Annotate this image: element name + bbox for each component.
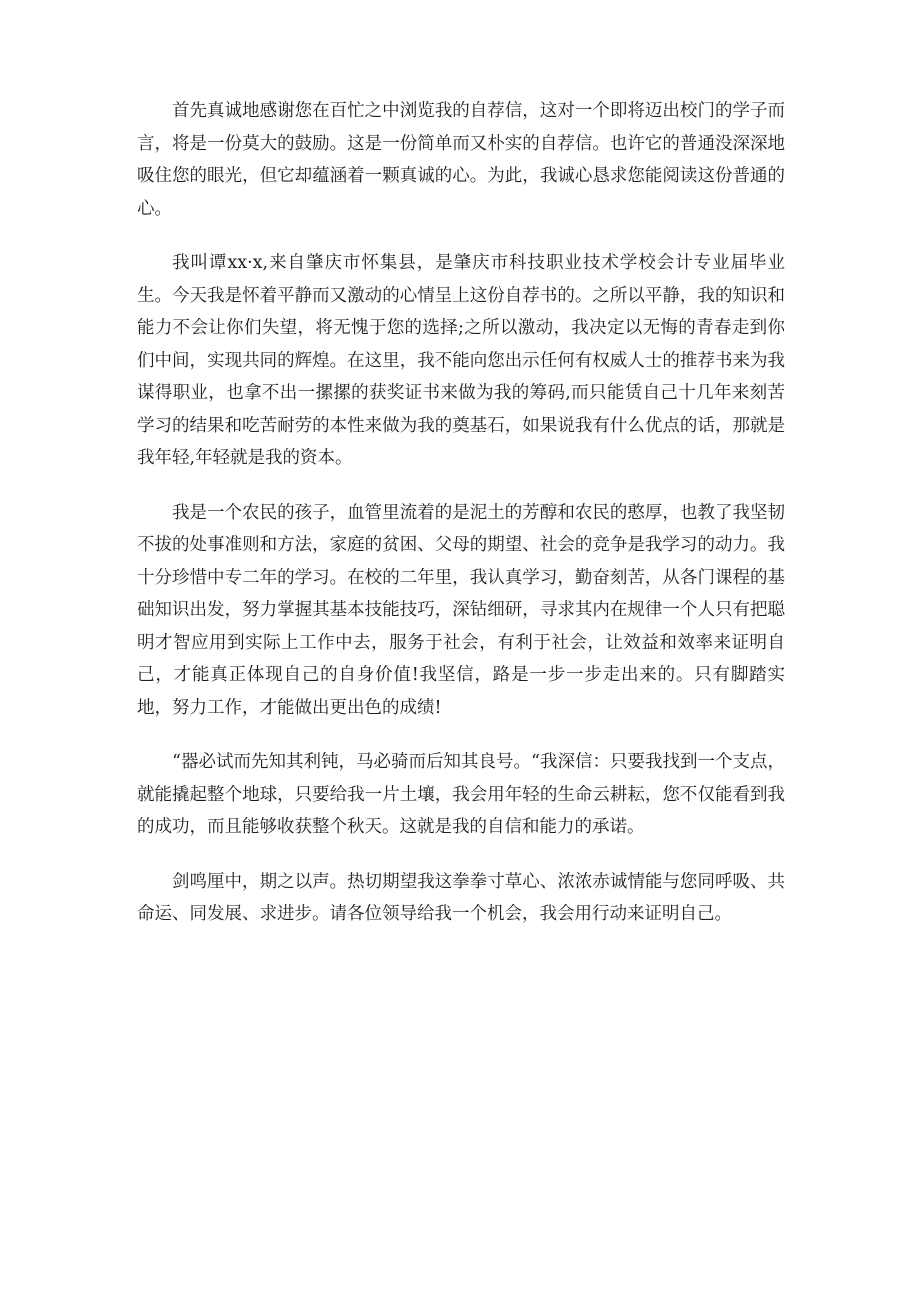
paragraph-closing: 剑鸣厘中，期之以声。热切期望我这拳拳寸草心、浓浓赤诚情能与您同呼吸、共命运、同发展、求进步。请各位领导给我一个机会，我会用行动来证明自己。 [137, 871, 785, 924]
paragraph-conviction: “器必试而先知其利钝，马必骑而后知其良号。“我深信：只要我找到一个支点，就能撬起整个地球，只要给我一片土壤，我会用年轻的生命云耕耘，您不仅能看到我的成功，而且能够收获整个秋天。这就是我的自信和能力的承诺。 [137, 752, 785, 837]
paragraph-gratitude: 首先真诚地感谢您在百忙之中浏览我的自荐信，这对一个即将迈出校门的学子而言，将是一份莫大的鼓励。这是一份简单而又朴实的自荐信。也许它的普通没深深地吸住您的眼光，但它却蕴涵着一颗真诚的心。为此，我诚心恳求您能阅读这份普通的心。 [137, 101, 785, 219]
document-body [137, 95, 785, 953]
paragraph-introduction: 我叫谭xx·x,来自肇庆市怀集县，是肇庆市科技职业技术学校会计专业届毕业生。今天我是怀着平静而又激动的心情呈上这份自荐书的。之所以平静，我的知识和能力不会让你们失望，将无愧于您的选择;之所以激动，我决定以无悔的青春走到你们中间，实现共同的辉煌。在这里，我不能向您出示任何有权威人士的推荐书来为我谋得职业，也拿不出一摞摞的获奖证书来做为我的筹码,而只能赁自己十几年来刻苦学习的结果和吃苦耐劳的本性来做为我的奠基石，如果说我有什么优点的话，那就是我年轻,年轻就是我的资本。 [137, 253, 785, 468]
paragraph-background: 我是一个农民的孩子，血管里流着的是泥土的芳醇和农民的憨厚，也教了我坚韧不拔的处事准则和方法，家庭的贫困、父母的期望、社会的竞争是我学习的动力。我十分珍惜中专二年的学习。在校的二年里，我认真学习，勤奋刻苦，从各门课程的基础知识出发，努力掌握其基本技能技巧，深钻细研，寻求其内在规律一个人只有把聪明才智应用到实际上工作中去，服务于社会，有利于社会，让效益和效率来证明自己，才能真正体现自己的自身价值!我坚信，路是一步一步走出来的。只有脚踏实地，努力工作，才能做出更出色的成绩! [137, 502, 785, 718]
